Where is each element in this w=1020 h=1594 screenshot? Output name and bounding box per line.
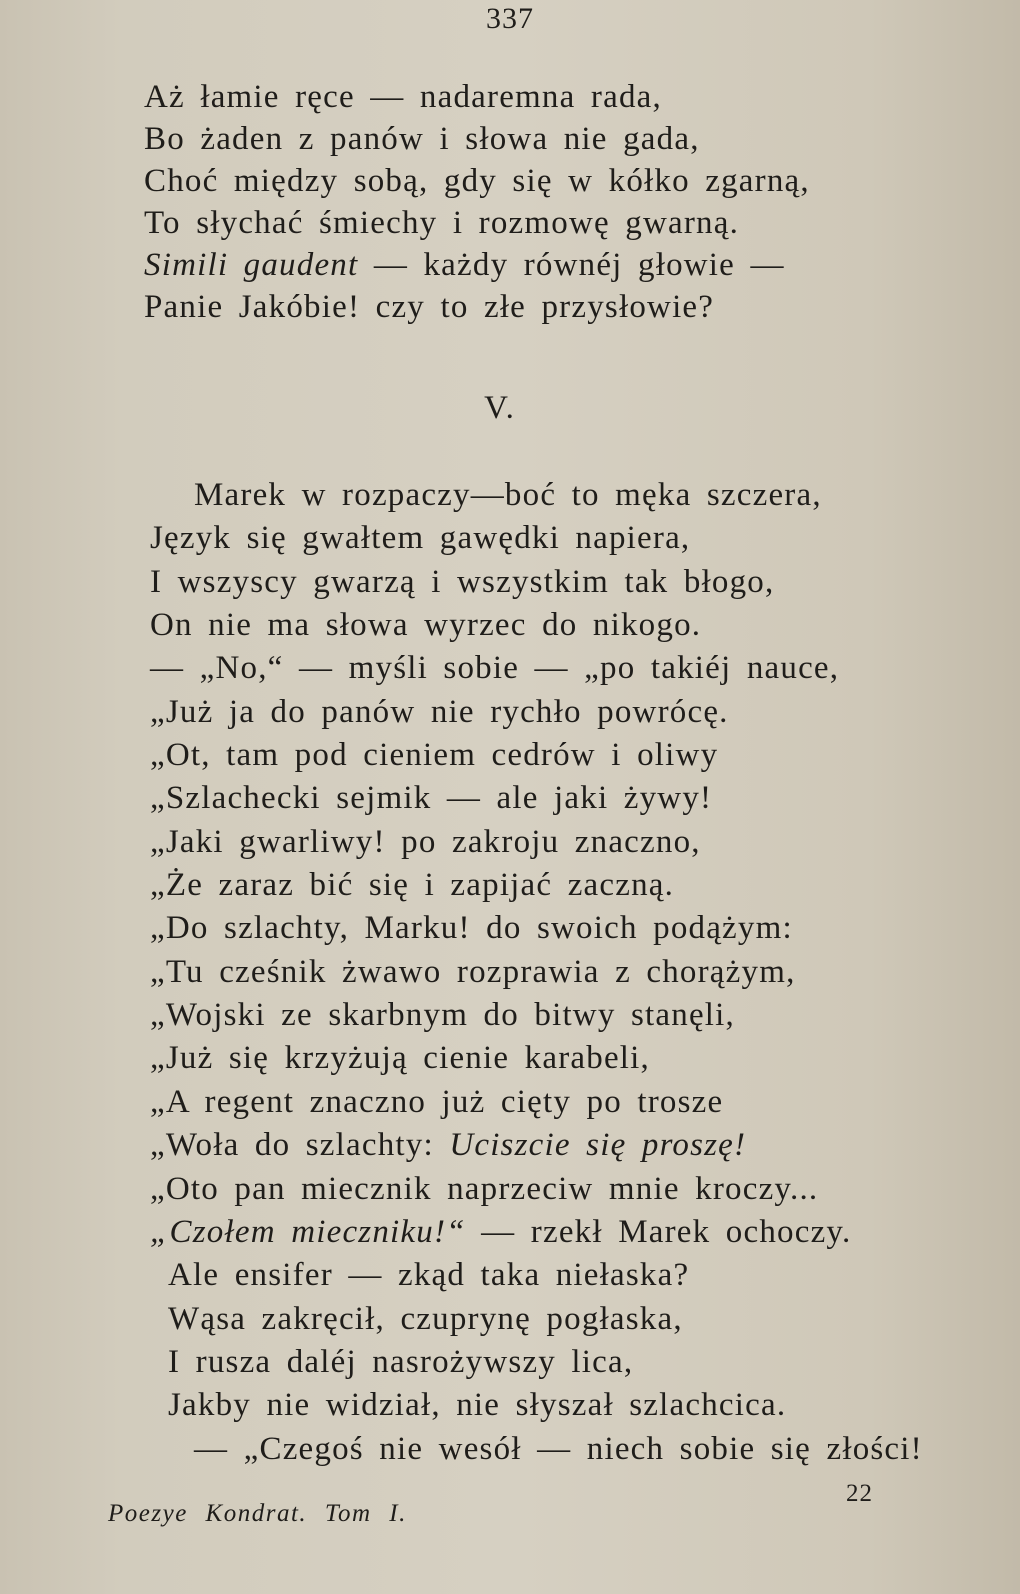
- verse-line: [150, 1211, 923, 1254]
- verse-line-rest: — każdy równéj głowie —: [358, 247, 785, 283]
- verse-line: „Tu cześnik żwawo rozprawia z chorążym,: [150, 953, 796, 990]
- verse-line: I wszyscy gwarzą i wszystkim tak błogo,: [150, 563, 775, 600]
- stanza-one: [144, 76, 810, 328]
- italic-quote: Uciszcie się proszę!: [449, 1127, 747, 1164]
- latin-phrase: Simili gaudent: [144, 247, 359, 283]
- verse-line: Aż łamie ręce — nadaremna rada,: [144, 79, 662, 115]
- verse-line: „Już ja do panów nie rychło powrócę.: [150, 693, 729, 730]
- verse-line: „Już się krzyżują cienie karabeli,: [150, 1040, 650, 1077]
- verse-line: „A regent znaczno już cięty po trosze: [150, 1083, 724, 1120]
- verse-line: „Jaki gwarliwy! po zakroju znaczno,: [150, 823, 701, 860]
- verse-line: Wąsa zakręcił, czuprynę pogłaska,: [168, 1300, 683, 1337]
- verse-line: „Wojski ze skarbnym do bitwy stanęli,: [150, 997, 735, 1034]
- page-number: 337: [486, 2, 534, 35]
- verse-line: [150, 1124, 923, 1167]
- verse-line: I rusza daléj nasrożywszy lica,: [168, 1343, 634, 1380]
- verse-line: — „Czegoś nie wesół — niech sobie się złości!: [194, 1430, 923, 1467]
- verse-line: „Do szlachty, Marku! do swoich podążym:: [150, 910, 793, 947]
- verse-line-start: „Woła do szlachty:: [150, 1127, 450, 1164]
- verse-line-rest: — rzekł Marek ochoczy.: [465, 1213, 852, 1250]
- italic-quote: „Czołem miecznikuǃ“: [150, 1213, 466, 1250]
- verse-line: „Że zaraz bić się i zapijać zaczną.: [150, 867, 675, 904]
- verse-line: Jakby nie widział, nie słyszał szlachcica.: [168, 1387, 787, 1424]
- verse-line: Ale ensifer — zkąd taka niełaska?: [168, 1257, 690, 1294]
- verse-line: „Oto pan miecznik naprzeciw mnie kroczy...: [150, 1170, 819, 1207]
- verse-line: „Szlachecki sejmik — ale jaki żywy!: [150, 780, 713, 817]
- stanza-two: [150, 474, 923, 1471]
- verse-line: — „No,“ — myśli sobie — „po takiéj nauce,: [150, 650, 840, 687]
- verse-line: Panie Jakóbie! czy to złe przysłowie?: [144, 289, 715, 325]
- verse-line: Choć między sobą, gdy się w kółko zgarną,: [144, 163, 810, 199]
- verse-line: Język się gwałtem gawędki napiera,: [150, 520, 691, 557]
- verse-line: [144, 244, 810, 286]
- footer-title: Poezye Kondrat. Tom I.: [108, 1500, 407, 1527]
- verse-line: On nie ma słowa wyrzec do nikogo.: [150, 607, 702, 644]
- section-heading: V.: [484, 390, 516, 426]
- verse-line: Bo żaden z panów i słowa nie gada,: [144, 121, 700, 157]
- verse-line: „Ot, tam pod cieniem cedrów i oliwy: [150, 737, 719, 774]
- signature-mark: 22: [846, 1480, 873, 1507]
- verse-line: Marek w rozpaczy—boć to męka szczera,: [194, 477, 822, 513]
- verse-line: To słychać śmiechy i rozmowę gwarną.: [144, 205, 740, 241]
